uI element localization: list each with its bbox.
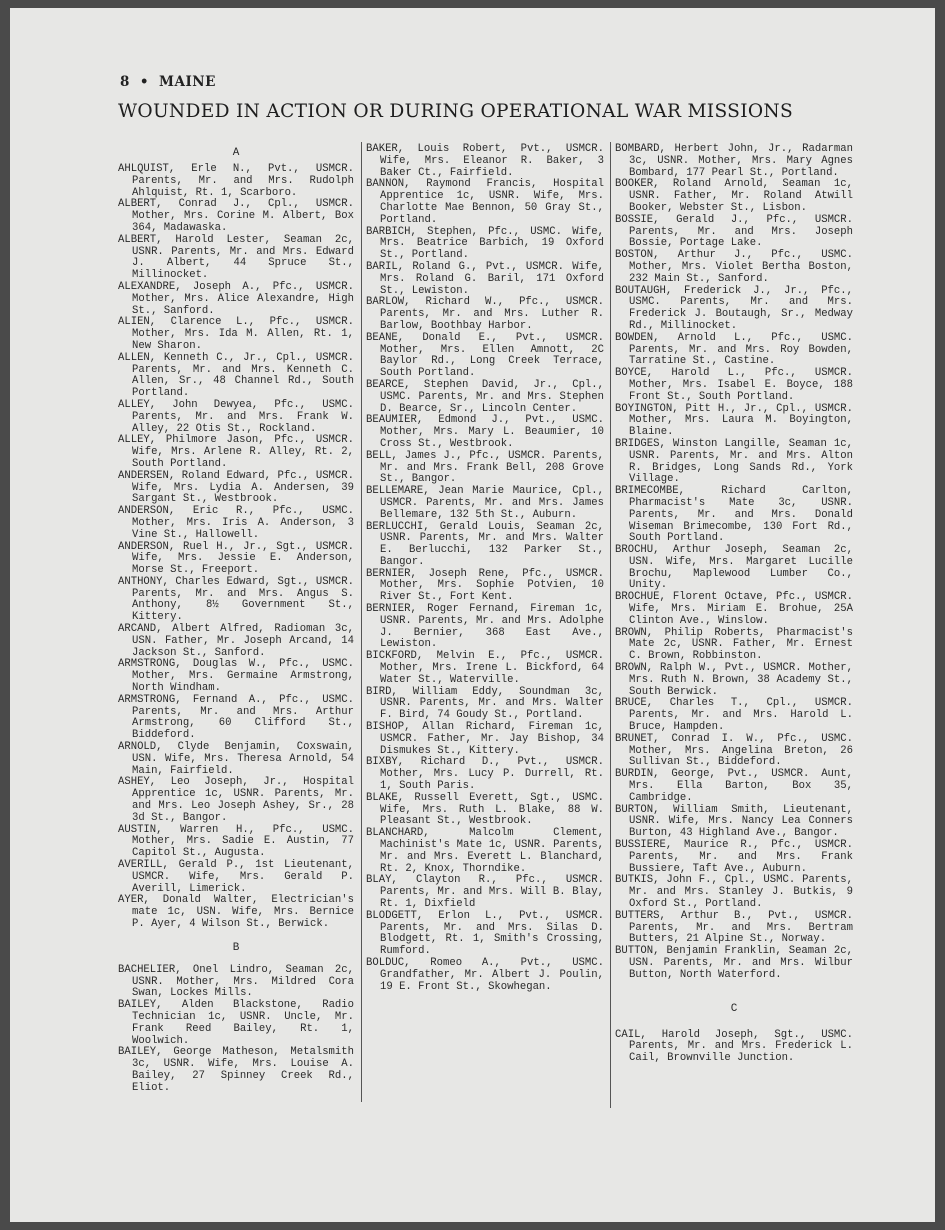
- casualty-entry: BISHOP, Allan Richard, Fireman 1c, USMCR. Father, Mr. Jay Bishop, 34 Dismukes St., Kittery.: [366, 721, 604, 757]
- casualty-entry: BROCHU, Arthur Joseph, Seaman 2c, USN. Wife, Mrs. Margaret Lucille Brochu, Maplewood Lumber Co., Unity.: [615, 544, 853, 592]
- casualty-entry: BRUCE, Charles T., Cpl., USMCR. Parents, Mr. and Mrs. Harold L. Bruce, Hampden.: [615, 697, 853, 734]
- casualty-entry: AHLQUIST, Erle N., Pvt., USMCR. Parents, Mr. and Mrs. Rudolph Ahlquist, Rt. 1, Scarboro.: [118, 163, 354, 199]
- casualty-entry: BERNIER, Roger Fernand, Fireman 1c, USNR. Parents, Mr. and Mrs. Adolphe J. Bernier, 368 East Ave., Lewiston.: [366, 603, 604, 651]
- casualty-entry: BEARCE, Stephen David, Jr., Cpl., USMC. Parents, Mr. and Mrs. Stephen D. Bearce, Sr., Lincoln Center.: [366, 378, 604, 415]
- casualty-entry: ALBERT, Conrad J., Cpl., USMCR. Mother, Mrs. Corine M. Albert, Box 364, Madawaska.: [118, 198, 354, 234]
- casualty-entry: BARIL, Roland G., Pvt., USMCR. Wife, Mrs. Roland G. Baril, 171 Oxford St., Lewiston.: [366, 260, 604, 297]
- casualty-entry: BROWN, Philip Roberts, Pharmacist's Mate 2c, USNR. Father, Mr. Ernest C. Brown, Robbinston.: [615, 626, 853, 663]
- casualty-entry: BUSSIERE, Maurice R., Pfc., USMCR. Parents, Mr. and Mrs. Frank Bussiere, Taft Ave., Auburn.: [615, 839, 853, 875]
- casualty-entry: BAKER, Louis Robert, Pvt., USMCR. Wife, Mrs. Eleanor R. Baker, 3 Baker Ct., Fairfield.: [366, 143, 604, 179]
- column-2: [366, 144, 604, 993]
- casualty-entry: ARMSTRONG, Douglas W., Pfc., USMC. Mother, Mrs. Germaine Armstrong, North Windham.: [118, 658, 354, 695]
- casualty-entry: BUTKIS, John F., Cpl., USMC. Parents, Mr. and Mrs. Stanley J. Butkis, 9 Oxford St., Portland.: [615, 874, 853, 910]
- casualty-entry: ALBERT, Harold Lester, Seaman 2c, USNR. Parents, Mr. and Mrs. Edward J. Albert, 44 Spruce St., Millinocket.: [118, 233, 354, 282]
- casualty-entry: BLAY, Clayton R., Pfc., USMCR. Parents, Mr. and Mrs. Will B. Blay, Rt. 1, Dixfield: [366, 874, 604, 910]
- casualty-entry: BOWDEN, Arnold L., Pfc., USMC. Parents, Mr. and Mrs. Roy Bowden, Tarratine St., Castine.: [615, 331, 853, 368]
- casualty-entry: AVERILL, Gerald P., 1st Lieutenant, USMCR. Wife, Mrs. Gerald P. Averill, Limerick.: [118, 859, 354, 895]
- casualty-entry: BARBICH, Stephen, Pfc., USMC. Wife, Mrs. Beatrice Barbich, 19 Oxford St., Portland.: [366, 225, 604, 262]
- casualty-entry: BLANCHARD, Malcolm Clement, Machinist's Mate 1c, USNR. Parents, Mr. and Mrs. Everett L. Blanchard, Rt. 2, Knox, Thorndike.: [366, 827, 604, 875]
- casualty-entry: BELLEMARE, Jean Marie Maurice, Cpl., USMCR. Parents, Mr. and Mrs. James Bellemare, 132 5th St., Auburn.: [366, 485, 604, 521]
- page-header: [120, 74, 216, 90]
- casualty-entry: BERLUCCHI, Gerald Louis, Seaman 2c, USNR. Parents, Mr. and Mrs. Walter E. Berlucchi, 132 Parker St., Bangor.: [366, 520, 604, 568]
- casualty-entry: BELL, James J., Pfc., USMCR. Parents, Mr. and Mrs. Frank Bell, 208 Grove St., Bangor.: [366, 449, 604, 486]
- casualty-entry: BURDIN, George, Pvt., USMCR. Aunt, Mrs. Ella Barton, Box 35, Cambridge.: [615, 768, 853, 804]
- casualty-entry: BACHELIER, Onel Lindro, Seaman 2c, USNR. Mother, Mrs. Mildred Cora Swan, Lockes Mills.: [118, 963, 354, 1000]
- casualty-entry: BRUNET, Conrad I. W., Pfc., USMC. Mother, Mrs. Angelina Breton, 26 Sullivan St., Biddeford.: [615, 732, 853, 769]
- casualty-entry: BOSSIE, Gerald J., Pfc., USMCR. Parents, Mr. and Mrs. Joseph Bossie, Portage Lake.: [615, 213, 853, 250]
- casualty-entry: ANDERSEN, Roland Edward, Pfc., USMCR. Wife, Mrs. Lydia A. Andersen, 39 Sargant St., Westbrook.: [118, 469, 354, 506]
- casualty-entry: BLODGETT, Erlon L., Pvt., USMCR. Parents, Mr. and Mrs. Silas D. Blodgett, Rt. 1, Smith's Crossing, Rumford.: [366, 909, 604, 958]
- document-page: [10, 8, 935, 1222]
- casualty-entry: CAIL, Harold Joseph, Sgt., USMC. Parents, Mr. and Mrs. Frederick L. Cail, Brownville Junction.: [615, 1028, 853, 1065]
- casualty-entry: BLAKE, Russell Everett, Sgt., USMC. Wife, Mrs. Ruth L. Blake, 88 W. Pleasant St., Westbrook.: [366, 791, 604, 828]
- column-3: [615, 144, 853, 1065]
- casualty-entry: BICKFORD, Melvin E., Pfc., USMCR. Mother, Mrs. Irene L. Bickford, 64 Water St., Waterville.: [366, 650, 604, 686]
- section-letter: A: [232, 147, 240, 159]
- casualty-entry: BERNIER, Joseph Rene, Pfc., USMCR. Mother, Mrs. Sophie Potvien, 10 River St., Fort Kent.: [366, 567, 604, 604]
- casualty-entry: AYER, Donald Walter, Electrician's mate 1c, USN. Wife, Mrs. Bernice P. Ayer, 4 Wilson St., Berwick.: [118, 894, 354, 930]
- casualty-entry: BOYINGTON, Pitt H., Jr., Cpl., USMCR. Mother, Mrs. Laura M. Boyington, Blaine.: [615, 402, 853, 439]
- casualty-entry: BUTTON, Benjamin Franklin, Seaman 2c, USN. Parents, Mr. and Mrs. Wilbur Button, North Waterford.: [615, 945, 853, 981]
- section-letter: C: [730, 1002, 738, 1015]
- casualty-entry: BURTON, William Smith, Lieutenant, USNR. Wife, Mrs. Nancy Lea Conners Burton, 43 Highland Ave., Bangor.: [615, 803, 853, 840]
- casualty-entry: BROCHUE, Florent Octave, Pfc., USMCR. Wife, Mrs. Miriam E. Brohue, 25A Clinton Ave., Winslow.: [615, 591, 853, 627]
- section-letter: B: [232, 941, 240, 954]
- column-divider: [610, 142, 611, 1108]
- casualty-entry: BANNON, Raymond Francis, Hospital Apprentice 1c, USNR. Wife, Mrs. Charlotte Mae Bennon, 50 Gray St., Portland.: [366, 178, 604, 226]
- casualty-entry: BOYCE, Harold L., Pfc., USMCR. Mother, Mrs. Isabel E. Boyce, 188 Front St., South Portland.: [615, 367, 853, 403]
- page-number: 8: [120, 74, 130, 90]
- casualty-entry: ARMSTRONG, Fernand A., Pfc., USMC. Parents, Mr. and Mrs. Arthur Armstrong, 60 Clifford St., Biddeford.: [118, 693, 354, 742]
- state-name: MAINE: [159, 74, 216, 90]
- casualty-entry: ALIEN, Clarence L., Pfc., USMCR. Mother, Mrs. Ida M. Allen, Rt. 1, New Sharon.: [118, 316, 354, 352]
- casualty-entry: BARLOW, Richard W., Pfc., USMCR. Parents, Mr. and Mrs. Luther R. Barlow, Boothbay Harbor.: [366, 296, 604, 332]
- casualty-entry: ASHEY, Leo Joseph, Jr., Hospital Apprentice 1c, USNR. Parents, Mr. and Mrs. Leo Joseph Ashey, Sr., 28 3d St., Bangor.: [118, 776, 354, 824]
- casualty-entry: BEAUMIER, Edmond J., Pvt., USMC. Mother, Mrs. Mary L. Beaumier, 10 Cross St., Westbrook.: [366, 414, 604, 450]
- casualty-entry: BRIDGES, Winston Langille, Seaman 1c, USNR. Parents, Mr. and Mrs. Alton R. Bridges, Long Sands Rd., York Village.: [615, 437, 853, 486]
- casualty-entry: BOSTON, Arthur J., Pfc., USMC. Mother, Mrs. Violet Bertha Boston, 232 Main St., Sanford.: [615, 249, 853, 285]
- casualty-entry: BAILEY, George Matheson, Metalsmith 3c, USNR. Wife, Mrs. Louise A. Bailey, 27 Spinney Creek Rd., Eliot.: [118, 1046, 354, 1094]
- casualty-entry: BOLDUC, Romeo A., Pvt., USMC. Grandfather, Mr. Albert J. Poulin, 19 E. Front St., Skowhegan.: [366, 956, 604, 993]
- casualty-entry: BIRD, William Eddy, Soundman 3c, USNR. Parents, Mr. and Mrs. Walter F. Bird, 74 Goudy St., Portland.: [366, 685, 604, 722]
- casualty-entry: ANDERSON, Ruel H., Jr., Sgt., USMCR. Wife, Mrs. Jessie E. Anderson, Morse St., Freeport.: [118, 540, 354, 577]
- column-divider: [361, 142, 362, 1102]
- casualty-entry: BROWN, Ralph W., Pvt., USMCR. Mother, Mrs. Ruth N. Brown, 38 Academy St., South Berwick.: [615, 662, 853, 698]
- column-1: [118, 144, 354, 1095]
- casualty-entry: ALEXANDRE, Joseph A., Pfc., USMCR. Mother, Mrs. Alice Alexandre, High St., Sanford.: [118, 280, 354, 317]
- casualty-entry: BAILEY, Alden Blackstone, Radio Technician 1c, USNR. Uncle, Mr. Frank Reed Bailey, Rt. 1, Woolwich.: [118, 999, 354, 1047]
- casualty-entry: ARNOLD, Clyde Benjamin, Coxswain, USN. Wife, Mrs. Theresa Arnold, 54 Main, Fairfield.: [118, 741, 354, 777]
- casualty-entry: BOOKER, Roland Arnold, Seaman 1c, USNR. Father, Mr. Roland Atwill Booker, Webster St., Lisbon.: [615, 178, 853, 214]
- casualty-entry: BRIMECOMBE, Richard Carlton, Pharmacist's Mate 3c, USNR. Parents, Mr. and Mrs. Donald Wiseman Brimecombe, 130 Fort Rd., South Portland.: [615, 485, 853, 545]
- casualty-entry: BIXBY, Richard D., Pvt., USMCR. Mother, Mrs. Lucy P. Durrell, Rt. 1, South Paris.: [366, 756, 604, 793]
- casualty-entry: ANTHONY, Charles Edward, Sgt., USMCR. Parents, Mr. and Mrs. Angus S. Anthony, 8½ Government St., Kittery.: [118, 575, 354, 624]
- casualty-entry: ANDERSON, Eric R., Pfc., USMC. Mother, Mrs. Iris A. Anderson, 3 Vine St., Hallowell.: [118, 505, 354, 541]
- casualty-entry: AUSTIN, Warren H., Pfc., USMC. Mother, Mrs. Sadie E. Austin, 77 Capitol St., Augusta.: [118, 823, 354, 860]
- casualty-entry: BOMBARD, Herbert John, Jr., Radarman 3c, USNR. Mother, Mrs. Mary Agnes Bombard, 177 Pearl St., Portland.: [615, 143, 853, 179]
- header-bullet: •: [139, 74, 150, 90]
- casualty-entry: ALLEN, Kenneth C., Jr., Cpl., USMCR. Parents, Mr. and Mrs. Kenneth C. Allen, Sr., 48 Channel Rd., South Portland.: [118, 351, 354, 400]
- page-title: WOUNDED IN ACTION OR DURING OPERATIONAL WAR MISSIONS: [118, 101, 793, 122]
- casualty-entry: ALLEY, John Dewyea, Pfc., USMC. Parents, Mr. and Mrs. Frank W. Alley, 22 Otis St., Rockland.: [118, 398, 354, 435]
- casualty-entry: ARCAND, Albert Alfred, Radioman 3c, USN. Father, Mr. Joseph Arcand, 14 Jackson St., Sanford.: [118, 623, 354, 659]
- casualty-entry: ALLEY, Philmore Jason, Pfc., USMCR. Wife, Mrs. Arlene R. Alley, Rt. 2, South Portland.: [118, 434, 354, 470]
- casualty-entry: BUTTERS, Arthur B., Pvt., USMCR. Parents, Mr. and Mrs. Bertram Butters, 21 Alpine St., Norway.: [615, 909, 853, 946]
- casualty-entry: BOUTAUGH, Frederick J., Jr., Pfc., USMC. Parents, Mr. and Mrs. Frederick J. Boutaugh, Sr., Medway Rd., Millinocket.: [615, 284, 853, 332]
- casualty-entry: BEANE, Donald E., Pvt., USMCR. Mother, Mrs. Ellen Amnott, 2C Baylor Rd., Long Creek Terrace, South Portland.: [366, 331, 604, 380]
